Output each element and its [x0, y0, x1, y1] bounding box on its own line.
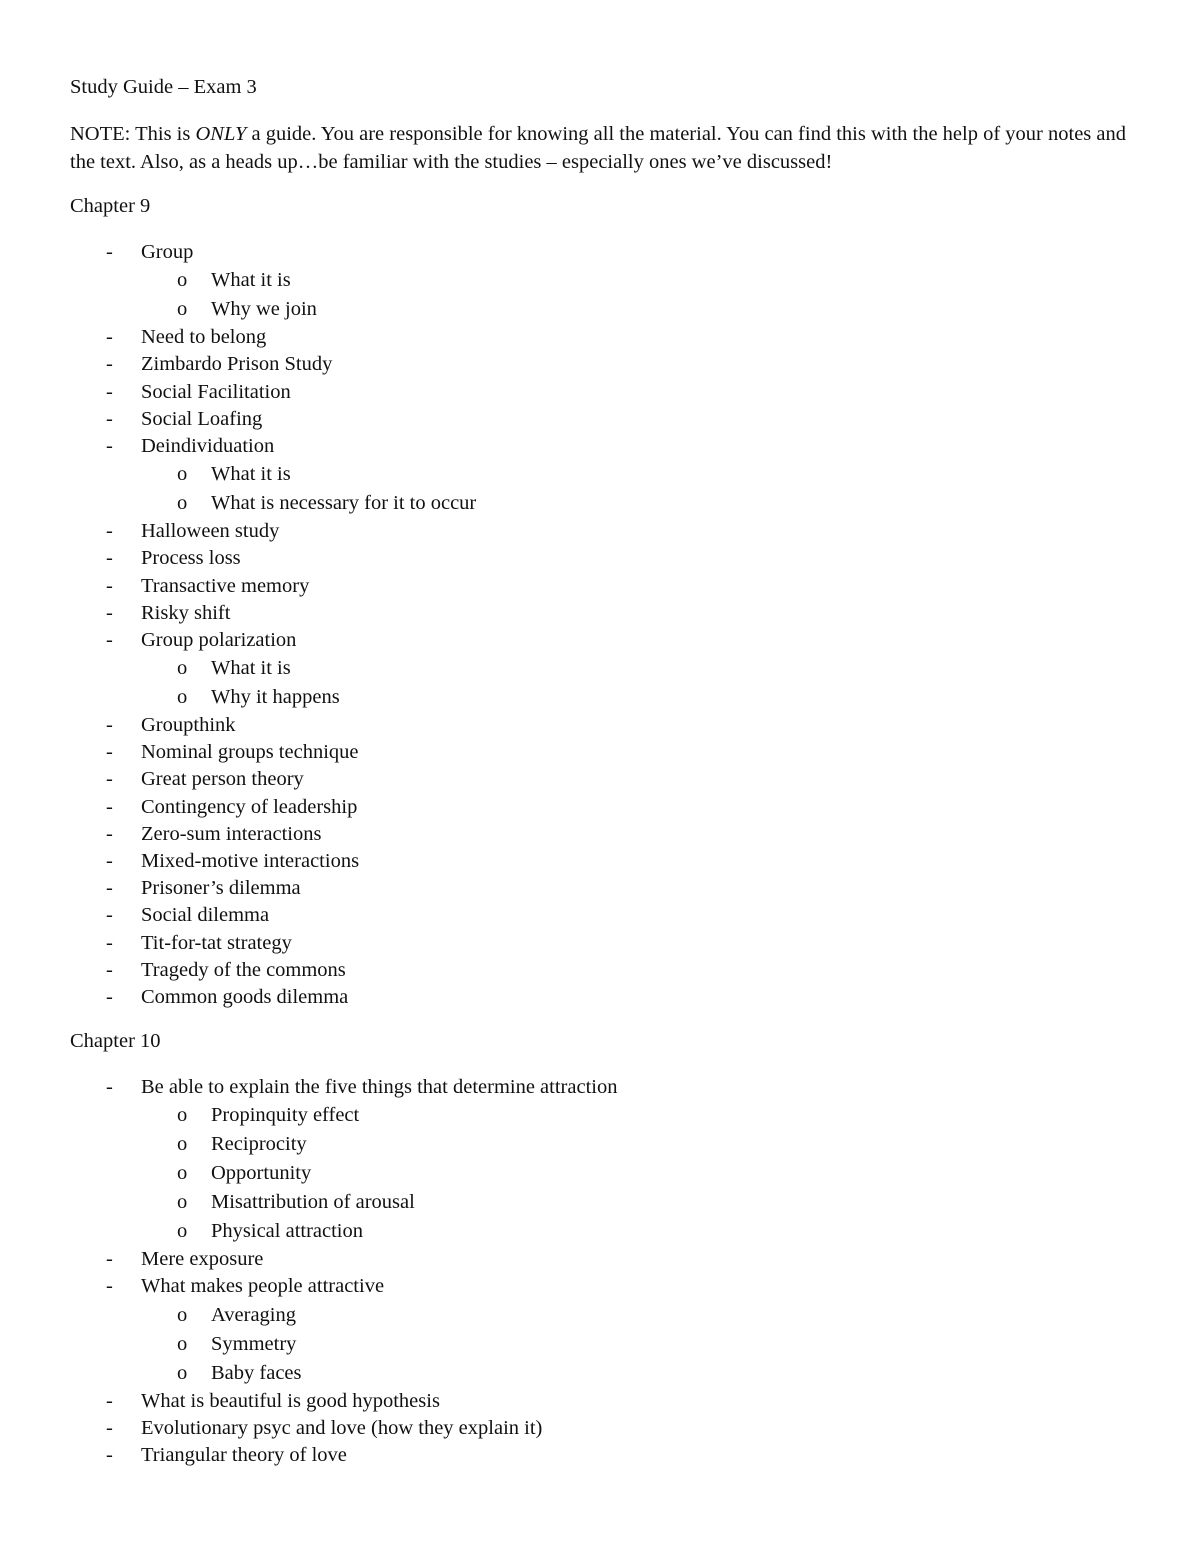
sub-list-item-label: What it is [211, 269, 291, 292]
dash-bullet: - [106, 380, 113, 403]
dash-bullet: - [106, 353, 113, 376]
note-prefix: NOTE: This is [70, 123, 196, 145]
list-item [0, 324, 476, 351]
circle-bullet: o [177, 492, 188, 515]
note-paragraph [70, 120, 1130, 176]
list-item [0, 406, 476, 433]
chapter-9-topic-list [0, 239, 476, 1011]
list-item [0, 573, 476, 600]
circle-bullet: o [177, 269, 188, 292]
circle-bullet: o [177, 686, 188, 709]
sub-list-item [0, 683, 476, 712]
dash-bullet: - [106, 931, 113, 954]
list-item [0, 902, 476, 929]
list-item-label: Tit-for-tat strategy [141, 931, 292, 954]
sub-list-item-label: Propinquity effect [211, 1104, 360, 1127]
dash-bullet: - [106, 1248, 113, 1271]
note-suffix: a guide. You are responsible for knowing all the material. You can find this with the help of your notes and the text. Also, as a heads up…be familiar with the studies – especially ones we’ve discussed! [70, 123, 1126, 173]
list-item [0, 794, 476, 821]
dash-bullet: - [106, 628, 113, 651]
dash-bullet: - [106, 958, 113, 981]
list-item-label: Mere exposure [141, 1248, 264, 1271]
sub-list-item-label: Reciprocity [211, 1133, 307, 1156]
circle-bullet: o [177, 1303, 188, 1326]
dash-bullet: - [106, 741, 113, 764]
list-item [0, 957, 476, 984]
list-item-label: Mixed-motive interactions [141, 850, 360, 872]
list-item [0, 848, 476, 875]
list-item-label: Social dilemma [141, 904, 270, 927]
sub-list-item [0, 1301, 617, 1330]
dash-bullet: - [106, 904, 113, 927]
list-item-label: Groupthink [141, 714, 236, 737]
list-item [0, 1074, 617, 1101]
list-item [0, 875, 476, 902]
dash-bullet: - [106, 241, 113, 263]
sub-list-item-label: Opportunity [211, 1162, 312, 1185]
list-item-label: Prisoner’s dilemma [141, 877, 301, 900]
sub-list-item [0, 1130, 617, 1159]
sub-list-item [0, 1217, 617, 1246]
sub-list-item-label: What it is [211, 463, 291, 486]
chapter-10-topic-list [0, 1074, 617, 1469]
sub-list-item [0, 1101, 617, 1130]
circle-bullet: o [177, 657, 188, 680]
sub-list-item-label: What is necessary for it to occur [211, 492, 477, 515]
sub-list-item-label: Symmetry [211, 1332, 297, 1355]
sub-list-item-label: Physical attraction [211, 1220, 363, 1243]
list-item-label: Great person theory [141, 768, 304, 791]
document-title: Study Guide – Exam 3 [70, 76, 257, 98]
list-item [0, 712, 476, 739]
list-item-label: Nominal groups technique [141, 741, 359, 764]
dash-bullet: - [106, 434, 113, 457]
circle-bullet: o [177, 1162, 188, 1185]
list-item [0, 1388, 617, 1415]
list-item-label: Transactive memory [141, 574, 310, 597]
dash-bullet: - [106, 407, 113, 430]
list-item [0, 351, 476, 378]
sub-list-item [0, 266, 476, 295]
dash-bullet: - [106, 326, 113, 349]
dash-bullet: - [106, 574, 113, 597]
circle-bullet: o [177, 1332, 188, 1355]
dash-bullet: - [106, 1275, 113, 1298]
sub-list-item [0, 1159, 617, 1188]
sub-list-item [0, 1359, 617, 1388]
chapter-heading: Chapter 9 [70, 195, 151, 217]
list-item-label: Tragedy of the commons [141, 958, 346, 981]
list-item [0, 821, 476, 848]
list-item [0, 545, 476, 572]
list-item [0, 433, 476, 460]
list-item [0, 930, 476, 957]
dash-bullet: - [106, 520, 113, 543]
sub-list-item-label: Averaging [211, 1303, 297, 1326]
note-emphasis: ONLY [195, 123, 247, 145]
list-item [0, 984, 476, 1011]
dash-bullet: - [106, 877, 113, 900]
dash-bullet: - [106, 768, 113, 791]
circle-bullet: o [177, 1104, 188, 1127]
dash-bullet: - [106, 1076, 113, 1098]
sub-list-item [0, 654, 476, 683]
list-item-label: What makes people attractive [141, 1275, 385, 1298]
list-item-label: Group [141, 241, 194, 263]
sub-list-item-label: Baby faces [211, 1361, 302, 1384]
list-item [0, 600, 476, 627]
list-item [0, 379, 476, 406]
list-item [0, 766, 476, 793]
list-item [0, 518, 476, 545]
sub-list-item [0, 295, 476, 324]
list-item-label: Zero-sum interactions [141, 822, 322, 845]
chapter-heading: Chapter 10 [70, 1030, 161, 1052]
circle-bullet: o [177, 1191, 188, 1214]
dash-bullet: - [106, 1443, 113, 1466]
list-item [0, 1273, 617, 1300]
list-item-label: Risky shift [141, 601, 231, 624]
sub-list-item [0, 1188, 617, 1217]
circle-bullet: o [177, 1361, 188, 1384]
circle-bullet: o [177, 1133, 188, 1156]
list-item-label: What is beautiful is good hypothesis [141, 1389, 440, 1412]
dash-bullet: - [106, 1416, 113, 1439]
list-item-label: Group polarization [141, 628, 297, 651]
sub-list-item-label: Why it happens [211, 686, 340, 709]
dash-bullet: - [106, 714, 113, 737]
list-item [0, 1246, 617, 1273]
dash-bullet: - [106, 1389, 113, 1412]
sub-list-item [0, 1330, 617, 1359]
dash-bullet: - [106, 547, 113, 570]
dash-bullet: - [106, 850, 113, 872]
sub-list-item-label: Misattribution of arousal [211, 1191, 415, 1214]
dash-bullet: - [106, 795, 113, 818]
list-item-label: Be able to explain the five things that determine attraction [141, 1076, 618, 1098]
list-item-label: Social Facilitation [141, 380, 291, 403]
circle-bullet: o [177, 463, 188, 486]
list-item [0, 239, 476, 266]
list-item [0, 739, 476, 766]
circle-bullet: o [177, 1220, 188, 1243]
sub-list-item-label: What it is [211, 657, 291, 680]
list-item-label: Halloween study [141, 520, 280, 543]
dash-bullet: - [106, 985, 113, 1008]
list-item-label: Deindividuation [141, 434, 275, 457]
list-item-label: Common goods dilemma [141, 985, 349, 1008]
list-item-label: Triangular theory of love [141, 1443, 347, 1466]
list-item-label: Zimbardo Prison Study [141, 353, 333, 376]
list-item-label: Need to belong [141, 326, 267, 349]
sub-list-item [0, 460, 476, 489]
sub-list-item [0, 489, 476, 518]
list-item-label: Contingency of leadership [141, 795, 358, 818]
dash-bullet: - [106, 822, 113, 845]
list-item [0, 1442, 617, 1469]
list-item [0, 1415, 617, 1442]
dash-bullet: - [106, 601, 113, 624]
list-item-label: Process loss [141, 547, 241, 570]
list-item-label: Evolutionary psyc and love (how they explain it) [141, 1416, 543, 1439]
circle-bullet: o [177, 298, 188, 321]
sub-list-item-label: Why we join [211, 298, 317, 321]
list-item [0, 627, 476, 654]
list-item-label: Social Loafing [141, 407, 263, 430]
